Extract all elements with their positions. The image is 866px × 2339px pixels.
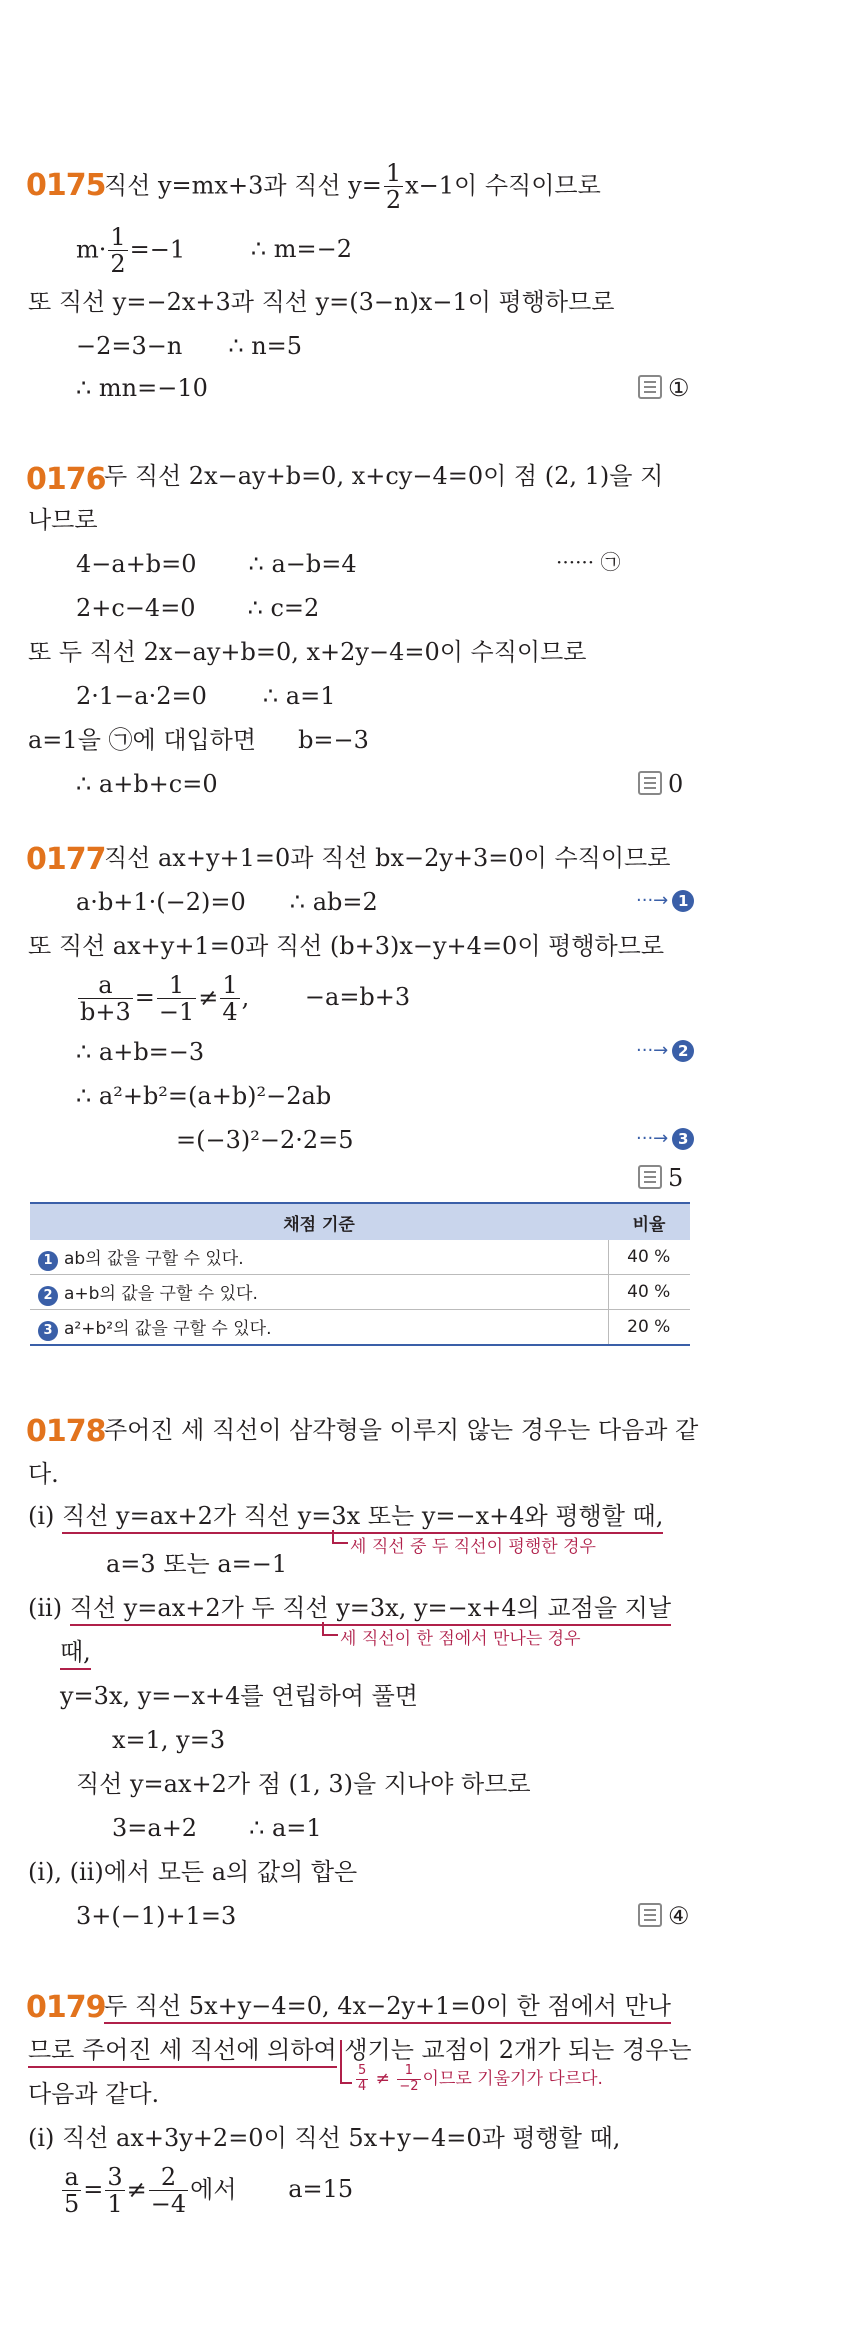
fraction xyxy=(220,972,239,1026)
answer-icon xyxy=(638,1903,662,1927)
fraction xyxy=(397,2064,420,2094)
numerator: 1 xyxy=(397,2064,420,2079)
p0177-l2a: a·b+1·(−2)=0 xyxy=(76,888,246,916)
table-row xyxy=(30,1275,690,1310)
p0178-note2: 세 직선이 한 점에서 만나는 경우 xyxy=(340,1629,581,1649)
p0176-l3a: 4−a+b=0 xyxy=(76,550,197,578)
denominator: 4 xyxy=(222,998,238,1027)
p0177-line6: ∴ a²+b²=(a+b)²−2ab xyxy=(76,1082,332,1110)
fraction xyxy=(356,2064,368,2094)
note-bracket-1 xyxy=(332,1530,348,1544)
p0178-l3a: (i) xyxy=(28,1502,55,1530)
p0177-l2b: ∴ ab=2 xyxy=(289,888,378,916)
problem-number-0179: 0179 xyxy=(26,1990,106,2025)
p0178-l10a: 3=a+2 xyxy=(112,1814,198,1842)
p0176-line5: 또 두 직선 2x−ay+b=0, x+2y−4=0이 수직이므로 xyxy=(28,638,587,666)
criteria-dot: 1 xyxy=(38,1251,58,1271)
p0176-line1: 두 직선 2x−ay+b=0, x+cy−4=0이 점 (2, 1)을 지 xyxy=(104,462,664,490)
p0178-line9: 직선 y=ax+2가 점 (1, 3)을 지나야 하므로 xyxy=(76,1770,531,1798)
p0178-l6: 때, xyxy=(60,1638,91,1670)
criteria-dot: 2 xyxy=(38,1286,58,1306)
p0177-line7: =(−3)²−2·2=5 xyxy=(176,1126,354,1154)
p0176-l7b: b=−3 xyxy=(298,726,369,754)
p0175-l4a: −2=3−n xyxy=(76,332,183,360)
p0177-line5: ∴ a+b=−3 xyxy=(76,1038,205,1066)
problem-number-0177: 0177 xyxy=(26,842,106,877)
criteria-dot: 3 xyxy=(38,1321,58,1341)
p0176-answer xyxy=(638,770,683,798)
p0175-l1a: 직선 y=mx+3과 직선 y= xyxy=(104,171,382,200)
criteria-text: ab의 값을 구할 수 있다. xyxy=(64,1248,244,1269)
p0179-l2b: 생기는 교점이 2개가 되는 경우는 xyxy=(344,2036,692,2064)
fraction xyxy=(384,160,403,214)
p0178-line10 xyxy=(112,1816,322,1840)
step-dot: 1 xyxy=(672,890,694,912)
p0178-line3 xyxy=(28,1504,663,1528)
p0177-answer xyxy=(638,1164,683,1192)
ratio-cell: 40 % xyxy=(608,1275,690,1310)
numerator: 1 xyxy=(385,159,402,187)
step-marker-1 xyxy=(636,890,694,912)
p0175-answer xyxy=(638,374,690,402)
p0176-l7a: a=1을 ㉠에 대입하면 xyxy=(28,726,257,754)
p0178-l5a: (ii) xyxy=(28,1594,63,1622)
p0175-line5: ∴ mn=−10 xyxy=(76,374,208,402)
p0178-line7: y=3x, y=−x+4를 연립하여 풀면 xyxy=(60,1682,418,1710)
step-arrow: ···→ xyxy=(636,1040,669,1061)
criteria-cell xyxy=(30,1310,608,1346)
step-marker-3 xyxy=(636,1128,694,1150)
step-marker-2 xyxy=(636,1040,694,1062)
table-row xyxy=(30,1310,690,1346)
fraction xyxy=(149,2164,188,2218)
p0176-line2: 나므로 xyxy=(28,506,98,534)
answer-value: 5 xyxy=(668,1164,684,1192)
problem-number-0175: 0175 xyxy=(26,168,106,203)
p0176-l3b: ∴ a−b=4 xyxy=(248,550,357,578)
p0176-marker: ······ ㉠ xyxy=(556,550,621,574)
p0177-line4: $\frac{a}{b+3}$ = $\frac{1}{-1}$ ≠ $\frac{1}{4}$ , −a=b+3 xyxy=(80,971,411,1027)
p0178-l10b: ∴ a=1 xyxy=(249,1814,322,1842)
p0179-line4: (i) 직선 ax+3y+2=0이 직선 5x+y−4=0과 평행할 때, xyxy=(28,2124,621,2152)
p0178-note1: 세 직선 중 두 직선이 평행한 경우 xyxy=(350,1537,596,1557)
step-dot: 3 xyxy=(672,1128,694,1150)
fraction xyxy=(78,972,133,1026)
step-arrow: ···→ xyxy=(636,890,669,911)
note-bracket-2 xyxy=(322,1622,338,1636)
answer-value: 0 xyxy=(668,770,684,798)
p0179-note: $\frac{5}{4}$ ≠ $\frac{1}{-2}$ 이므로 기울기가 다르다. xyxy=(358,2063,603,2094)
p0175-line2 xyxy=(76,224,352,278)
p0178-l3b: 직선 y=ax+2가 직선 y=3x 또는 y=−x+4와 평행할 때, xyxy=(62,1502,663,1534)
p0178-line12: 3+(−1)+1=3 xyxy=(76,1902,237,1930)
p0176-line3 xyxy=(76,552,357,576)
denominator: −4 xyxy=(150,2190,187,2219)
numerator: a xyxy=(62,2164,81,2191)
numerator: a xyxy=(78,972,133,999)
answer-icon xyxy=(638,375,662,399)
header-criteria: 채점 기준 xyxy=(30,1203,608,1240)
p0176-l4a: 2+c−4=0 xyxy=(76,594,196,622)
p0179-line3: 다음과 같다. xyxy=(28,2080,160,2108)
problem-number-0178: 0178 xyxy=(26,1414,106,1449)
criteria-cell xyxy=(30,1275,608,1310)
denominator: 1 xyxy=(107,2190,123,2219)
p0176-l4b: ∴ c=2 xyxy=(247,594,320,622)
answer-icon xyxy=(638,1165,662,1189)
p0175-l4b: ∴ n=5 xyxy=(228,332,303,360)
p0178-line8: x=1, y=3 xyxy=(112,1726,226,1754)
p0178-answer xyxy=(638,1902,690,1930)
p0176-l6b: ∴ a=1 xyxy=(262,682,336,710)
p0177-line1: 직선 ax+y+1=0과 직선 bx−2y+3=0이 수직이므로 xyxy=(104,844,671,872)
p0179-line2 xyxy=(28,2038,692,2062)
p0179-l1: 두 직선 5x+y−4=0, 4x−2y+1=0이 한 점에서 만나 xyxy=(104,1992,671,2024)
p0179-line5: $\frac{a}{5}$ = $\frac{3}{1}$ ≠ $\frac{2}{-4}$ 에서 a=15 xyxy=(64,2163,354,2219)
ratio-cell: 20 % xyxy=(608,1310,690,1346)
p0176-l6a: 2·1−a·2=0 xyxy=(76,682,207,710)
p0179-line1 xyxy=(104,1994,671,2018)
p0177-line2 xyxy=(76,890,378,914)
ratio-cell: 40 % xyxy=(608,1240,690,1275)
p0175-l2a: m· xyxy=(76,235,107,264)
problem-number-0176: 0176 xyxy=(26,462,106,497)
p0175-line1 xyxy=(104,160,601,214)
p0179-l2a: 므로 주어진 세 직선에 의하여 xyxy=(28,2036,337,2068)
answer-value: ④ xyxy=(668,1902,690,1930)
fraction xyxy=(105,2164,124,2218)
denominator: b+3 xyxy=(80,998,131,1027)
denominator: 4 xyxy=(358,2078,367,2094)
p0178-line4: a=3 또는 a=−1 xyxy=(106,1550,288,1578)
p0176-line8: ∴ a+b+c=0 xyxy=(76,770,218,798)
fraction xyxy=(108,224,127,278)
table-row xyxy=(30,1240,690,1275)
p0178-line6 xyxy=(60,1640,91,1664)
step-dot: 2 xyxy=(672,1040,694,1062)
numerator: 1 xyxy=(157,972,196,999)
p0175-l1b: x−1이 수직이므로 xyxy=(405,171,601,200)
p0178-line1: 주어진 세 직선이 삼각형을 이루지 않는 경우는 다음과 같 xyxy=(104,1416,699,1444)
denominator: −1 xyxy=(158,998,195,1027)
p0176-line7 xyxy=(28,728,369,752)
p0177-line3: 또 직선 ax+y+1=0과 직선 (b+3)x−y+4=0이 평행하므로 xyxy=(28,932,665,960)
grading-table xyxy=(30,1202,690,1346)
p0179-l5b: 에서 xyxy=(190,2175,237,2204)
p0178-l5b: 직선 y=ax+2가 두 직선 y=3x, y=−x+4의 교점을 지날 xyxy=(70,1594,671,1626)
p0175-l2b: =−1 xyxy=(129,235,186,264)
denominator: −2 xyxy=(399,2078,419,2094)
fraction xyxy=(62,2164,81,2218)
p0178-line11: (i), (ii)에서 모든 a의 값의 합은 xyxy=(28,1858,358,1886)
answer-icon xyxy=(638,771,662,795)
p0177-l4b: −a=b+3 xyxy=(304,983,411,1012)
criteria-text: a+b의 값을 구할 수 있다. xyxy=(64,1283,258,1304)
p0175-l2c: ∴ m=−2 xyxy=(250,235,352,264)
numerator: 1 xyxy=(222,971,238,999)
fraction xyxy=(157,972,196,1026)
note-text: 이므로 기울기가 다르다. xyxy=(422,2069,603,2089)
p0178-line2: 다. xyxy=(28,1460,59,1488)
table-header xyxy=(30,1203,690,1240)
header-ratio: 비율 xyxy=(608,1203,690,1240)
criteria-cell xyxy=(30,1240,608,1275)
note-bracket-3 xyxy=(340,2040,352,2084)
numerator: 2 xyxy=(149,2164,188,2191)
step-arrow: ···→ xyxy=(636,1128,669,1149)
numerator: 5 xyxy=(358,2063,367,2079)
numerator: 3 xyxy=(107,2163,123,2191)
denominator: 5 xyxy=(64,2190,80,2219)
p0175-line4 xyxy=(76,334,302,358)
p0176-line4 xyxy=(76,596,319,620)
p0179-l5c: a=15 xyxy=(288,2175,354,2204)
criteria-text: a²+b²의 값을 구할 수 있다. xyxy=(64,1318,272,1339)
answer-value: ① xyxy=(668,374,690,402)
p0176-line6 xyxy=(76,684,335,708)
denominator: 2 xyxy=(385,186,402,215)
p0178-line5 xyxy=(28,1596,671,1620)
p0175-line3: 또 직선 y=−2x+3과 직선 y=(3−n)x−1이 평행하므로 xyxy=(28,288,615,316)
numerator: 1 xyxy=(110,223,126,251)
denominator: 2 xyxy=(110,250,126,279)
